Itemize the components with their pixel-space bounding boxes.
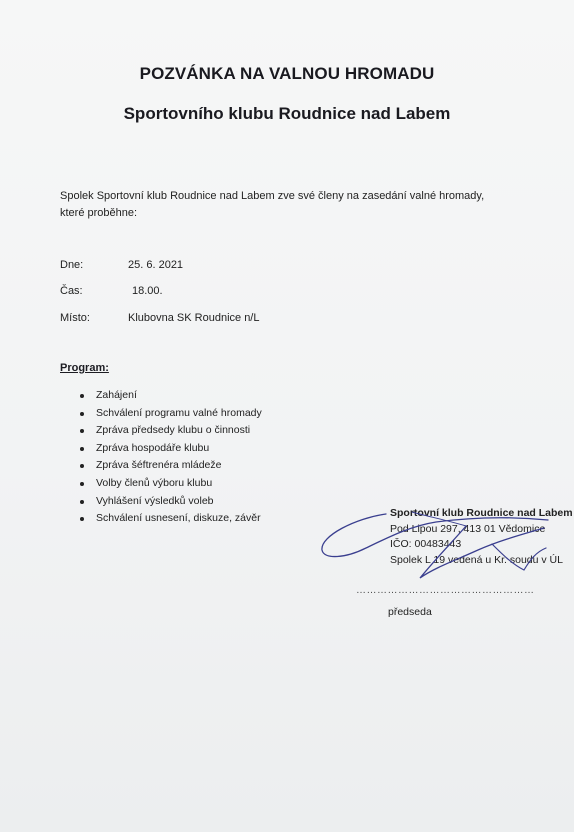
time-value: 18.00. [132, 285, 163, 297]
program-item-text: Volby členů výboru klubu [96, 476, 213, 489]
organization-name: Sportovní klub Roudnice nad Labem [390, 507, 573, 519]
program-item-text: Schválení usnesení, diskuze, závěr [96, 512, 261, 525]
program-item-text: Zahájení [96, 389, 137, 401]
program-item-text: Zpráva šéftrenéra mládeže [96, 459, 222, 472]
bullet-icon [80, 517, 84, 521]
program-item [80, 407, 262, 425]
time-label: Čas: [60, 285, 83, 297]
program-item [80, 389, 262, 407]
place-label: Místo: [60, 312, 90, 324]
organization-address: Pod Lipou 297, 413 01 Vědomice [390, 522, 546, 535]
program-list [80, 389, 262, 530]
program-item [80, 512, 262, 530]
bullet-icon [80, 429, 84, 433]
bullet-icon [80, 447, 84, 451]
bullet-icon [80, 394, 84, 398]
program-item-text: Vyhlášení výsledků voleb [96, 494, 214, 507]
program-item-text: Schválení programu valné hromady [96, 406, 262, 419]
document-title: POZVÁNKA NA VALNOU HROMADU [139, 64, 435, 83]
bullet-icon [80, 482, 84, 486]
chairperson-label: předseda [388, 606, 432, 618]
intro-paragraph: Spolek Sportovní klub Roudnice nad Labem zve své členy na zasedání valné hromady, které proběhne: [60, 190, 485, 219]
date-value: 25. 6. 2021 [128, 259, 184, 271]
program-item-text: Zpráva předsedy klubu o činnosti [96, 424, 251, 437]
date-label: Dne: [60, 259, 84, 271]
organization-ico: IČO: 00483443 [390, 538, 462, 550]
program-item [80, 477, 262, 495]
place-value: Klubovna SK Roudnice n/L [128, 312, 260, 324]
bullet-icon [80, 412, 84, 416]
organization-register: Spolek L 19 vedená u Kr. soudu v ÚL [390, 553, 563, 566]
program-item [80, 459, 262, 477]
signature-line: …………………………………………… [356, 585, 535, 596]
program-item [80, 495, 262, 513]
program-item-text: Zpráva hospodáře klubu [96, 441, 210, 454]
bullet-icon [80, 500, 84, 504]
bullet-icon [80, 464, 84, 468]
handwritten-signature [316, 508, 556, 588]
program-item [80, 424, 262, 442]
document-subtitle: Sportovního klubu Roudnice nad Labem [123, 104, 451, 123]
program-item [80, 442, 262, 460]
program-heading: Program: [60, 362, 109, 374]
